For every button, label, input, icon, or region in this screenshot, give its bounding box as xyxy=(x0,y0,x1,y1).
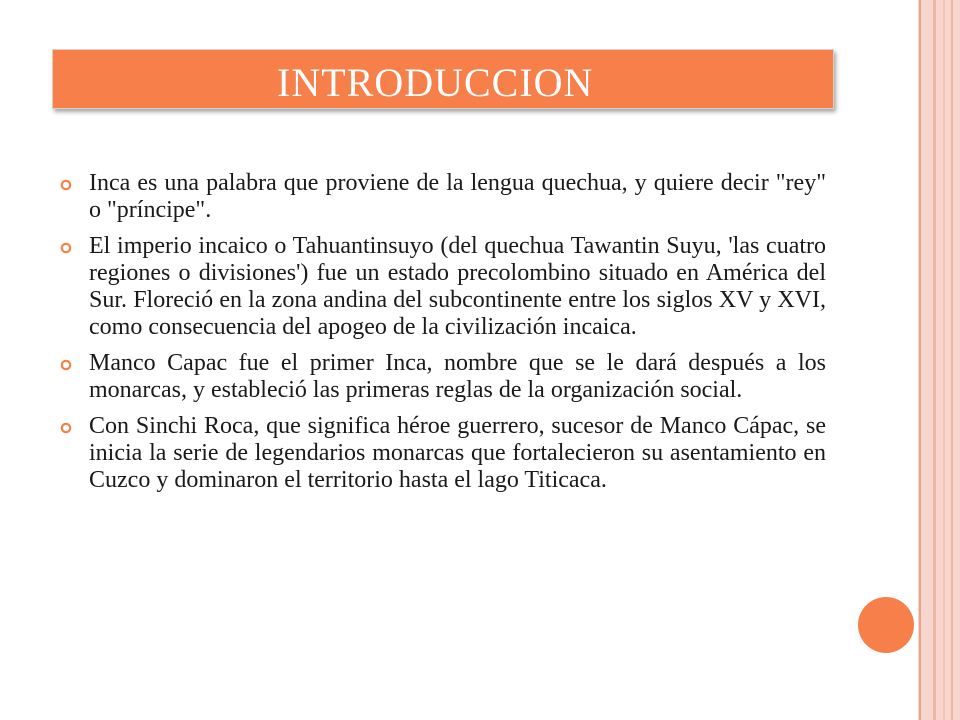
open-circle-bullet-icon xyxy=(60,359,72,371)
stripe-line xyxy=(933,0,936,720)
right-decorative-stripes xyxy=(918,0,960,720)
stripe-line xyxy=(951,0,953,720)
stripe-line xyxy=(919,0,921,720)
open-circle-bullet-icon xyxy=(60,422,72,434)
bullet-item xyxy=(60,350,826,404)
open-circle-bullet-icon xyxy=(60,179,72,191)
orange-circle-icon xyxy=(858,597,914,653)
bullet-text: Manco Capac fue el primer Inca, nombre que se le dará después a los monarcas, y estableció las primeras reglas de la organización social. xyxy=(89,350,826,403)
bullet-text: El imperio incaico o Tahuantinsuyo (del quechua Tawantin Suyu, 'las cuatro regiones o divisiones') fue un estado precolombino situado en América del Sur. Floreció en la zona andina del subcontinente entre los siglos XV y XVI, como consecuencia del apogeo de la civilización incaica. xyxy=(89,233,826,340)
bullet-item xyxy=(60,170,826,224)
open-circle-bullet-icon xyxy=(60,242,72,254)
bullet-text: Con Sinchi Roca, que significa héroe guerrero, sucesor de Manco Cápac, se inicia la serie de legendarios monarcas que fortalecieron su asentamiento en Cuzco y dominaron el territorio hasta el lago Titicaca. xyxy=(89,413,826,493)
bullet-list xyxy=(60,170,826,503)
stripe-line xyxy=(943,0,945,720)
slide-title: INTRODUCCION xyxy=(277,60,594,105)
bullet-text: Inca es una palabra que proviene de la lengua quechua, y quiere decir "rey" o "príncipe". xyxy=(89,170,826,223)
bullet-item xyxy=(60,233,826,341)
title-banner xyxy=(52,49,834,109)
bullet-item xyxy=(60,413,826,494)
